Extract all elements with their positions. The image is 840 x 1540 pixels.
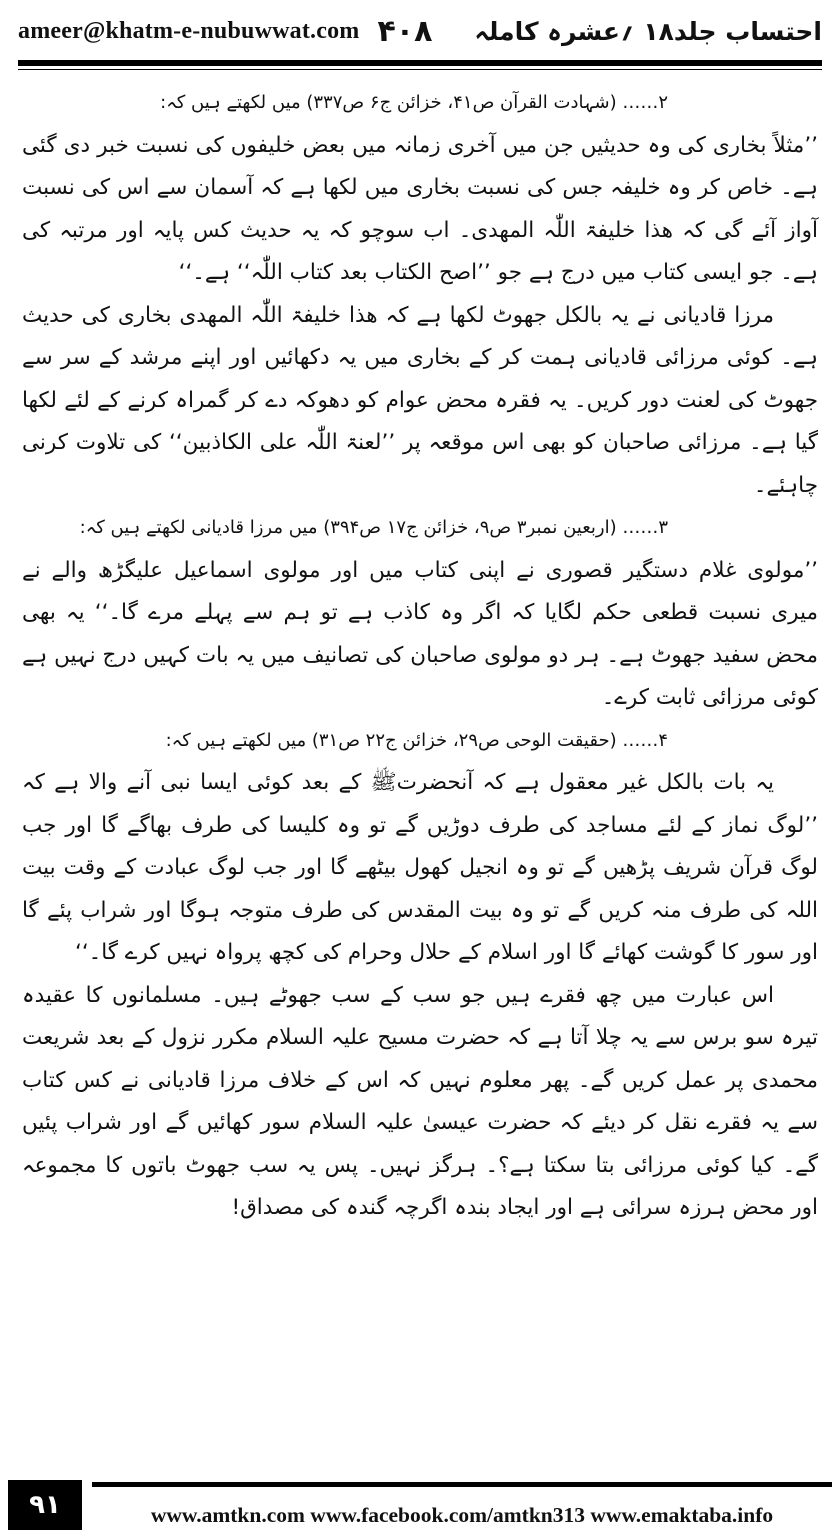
header-page-number: ۴۰۸ [377,13,433,49]
page-header [18,8,822,54]
quote-3: ’’مولوی غلام دستگیر قصوری نے اپنی کتاب میں اور مولوی اسماعیل علیگڑھ والے نے میری نسبت قطعی حکم لگایا کہ اگر وہ کاذب ہے تو ہم سے پہلے مرے گا۔‘‘ یہ بھی محض سفید جھوٹ ہے۔ ہر دو مولوی صاحبان کی تصانیف میں یہ بات کہیں درج نہیں ہے کوئی مرزائی ثابت کرے۔ [22,557,818,710]
reference-3: ۳…… (اربعین نمبر۳ ص۹، خزائن ج۱۷ ص۳۹۴) میں مرزا قادیانی لکھتے ہیں کہ: [79,517,668,538]
header-rule-thin [18,69,822,70]
footer-page-number: ۹۱ [8,1480,82,1530]
header-left [18,14,432,49]
header-email: ameer@khatm-e-nubuwwat.com [18,17,360,44]
paragraph-5: اس عبارت میں چھ فقرے ہیں جو سب کے سب جھوٹے ہیں۔ مسلمانوں کا عقیدہ تیرہ سو برس سے یہ چلا آتا ہے کہ حضرت مسیح علیہ السلام مکرر نزول کے بعد شریعت محمدی پر عمل کریں گے۔ پھر معلوم نہیں کہ اس کے خلاف مرزا قادیانی نے کس کتاب سے یہ فقرے نقل کر دیئے کہ حضرت عیسیٰ علیہ السلام سور کھائیں گے اور شراب پئیں گے۔ کیا کوئی مرزائی بتا سکتا ہے؟۔ ہرگز نہیں۔ پس یہ سب جھوٹ باتوں کا مجموعہ اور محض ہرزہ سرائی ہے اور ایجاد بندہ اگرچہ گندہ کی مصداق! [22,982,818,1220]
reference-2: ۲…… (شہادت القرآن ص۴۱، خزائن ج۶ ص۳۳۷) میں لکھتے ہیں کہ: [160,92,668,113]
header-rule [18,60,822,66]
footer-links[interactable]: www.amtkn.com www.facebook.com/amtkn313 www.emaktaba.info [150,1503,774,1527]
page-footer [8,1478,832,1530]
quote-2: ’’مثلاً بخاری کی وہ حدیثیں جن میں آخری زمانہ میں بعض خلیفوں کی نسبت خبر دی گئی ہے۔ خاص کر وہ خلیفہ جس کی نسبت بخاری میں لکھا ہے کہ آسمان سے اس کی نسبت آواز آئے گی کہ ھذا خلیفۃ اللّٰہ المھدی۔ اب سوچو کہ یہ حدیث کس پایہ اور مرتبہ کی ہے۔ جو ایسی کتاب میں درج ہے جو ’’اصح الکتاب بعد کتاب اللّٰہ‘‘ ہے۔‘‘ [22,132,818,285]
reference-4: ۴…… (حقیقت الوحی ص۲۹، خزائن ج۲۲ ص۳۱) میں لکھتے ہیں کہ: [165,729,668,751]
book-title: احتساب جلد۱۸ ؍عشرہ کاملہ [474,16,822,46]
paragraph-4: یہ بات بالکل غیر معقول ہے کہ آنحضرتﷺ کے بعد کوئی ایسا نبی آنے والا ہے کہ ’’لوگ نماز کے لئے مساجد کی طرف دوڑیں گے تو وہ کلیسا کی طرف بھاگے گا اور جب لوگ قرآن شریف پڑھیں گے تو وہ انجیل کھول بیٹھے گا اور جب لوگ عبادت کے وقت بیت اللہ کی طرف منہ کریں گے تو وہ بیت المقدس کی طرف متوجہ ہوگا اور شراب پئے گا اور سور کا گوشت کھائے گا اور اسلام کے حلال وحرام کی کچھ پرواہ نہیں کرے گا۔‘‘ [22,770,818,965]
footer-rule [92,1482,832,1487]
paragraph-2: مرزا قادیانی نے یہ بالکل جھوٹ لکھا ہے کہ ھذا خلیفۃ اللّٰہ المھدی بخاری کی حدیث ہے۔ کوئی مرزائی قادیانی ہمت کر کے بخاری میں یہ دکھائیں اور اپنے مرشد کے سر سے جھوٹ کی لعنت دور کریں۔ یہ فقرہ محض عوام کو دھوکہ دے کر گمراہ کرنے کے لئے لکھا گیا ہے۔ مرزائی صاحبان کو بھی اس موقعہ پر ’’لعنۃ اللّٰہ علی الکاذبین‘‘ کی تلاوت کرنی چاہئے۔ [22,302,818,498]
page-content [22,82,818,1460]
